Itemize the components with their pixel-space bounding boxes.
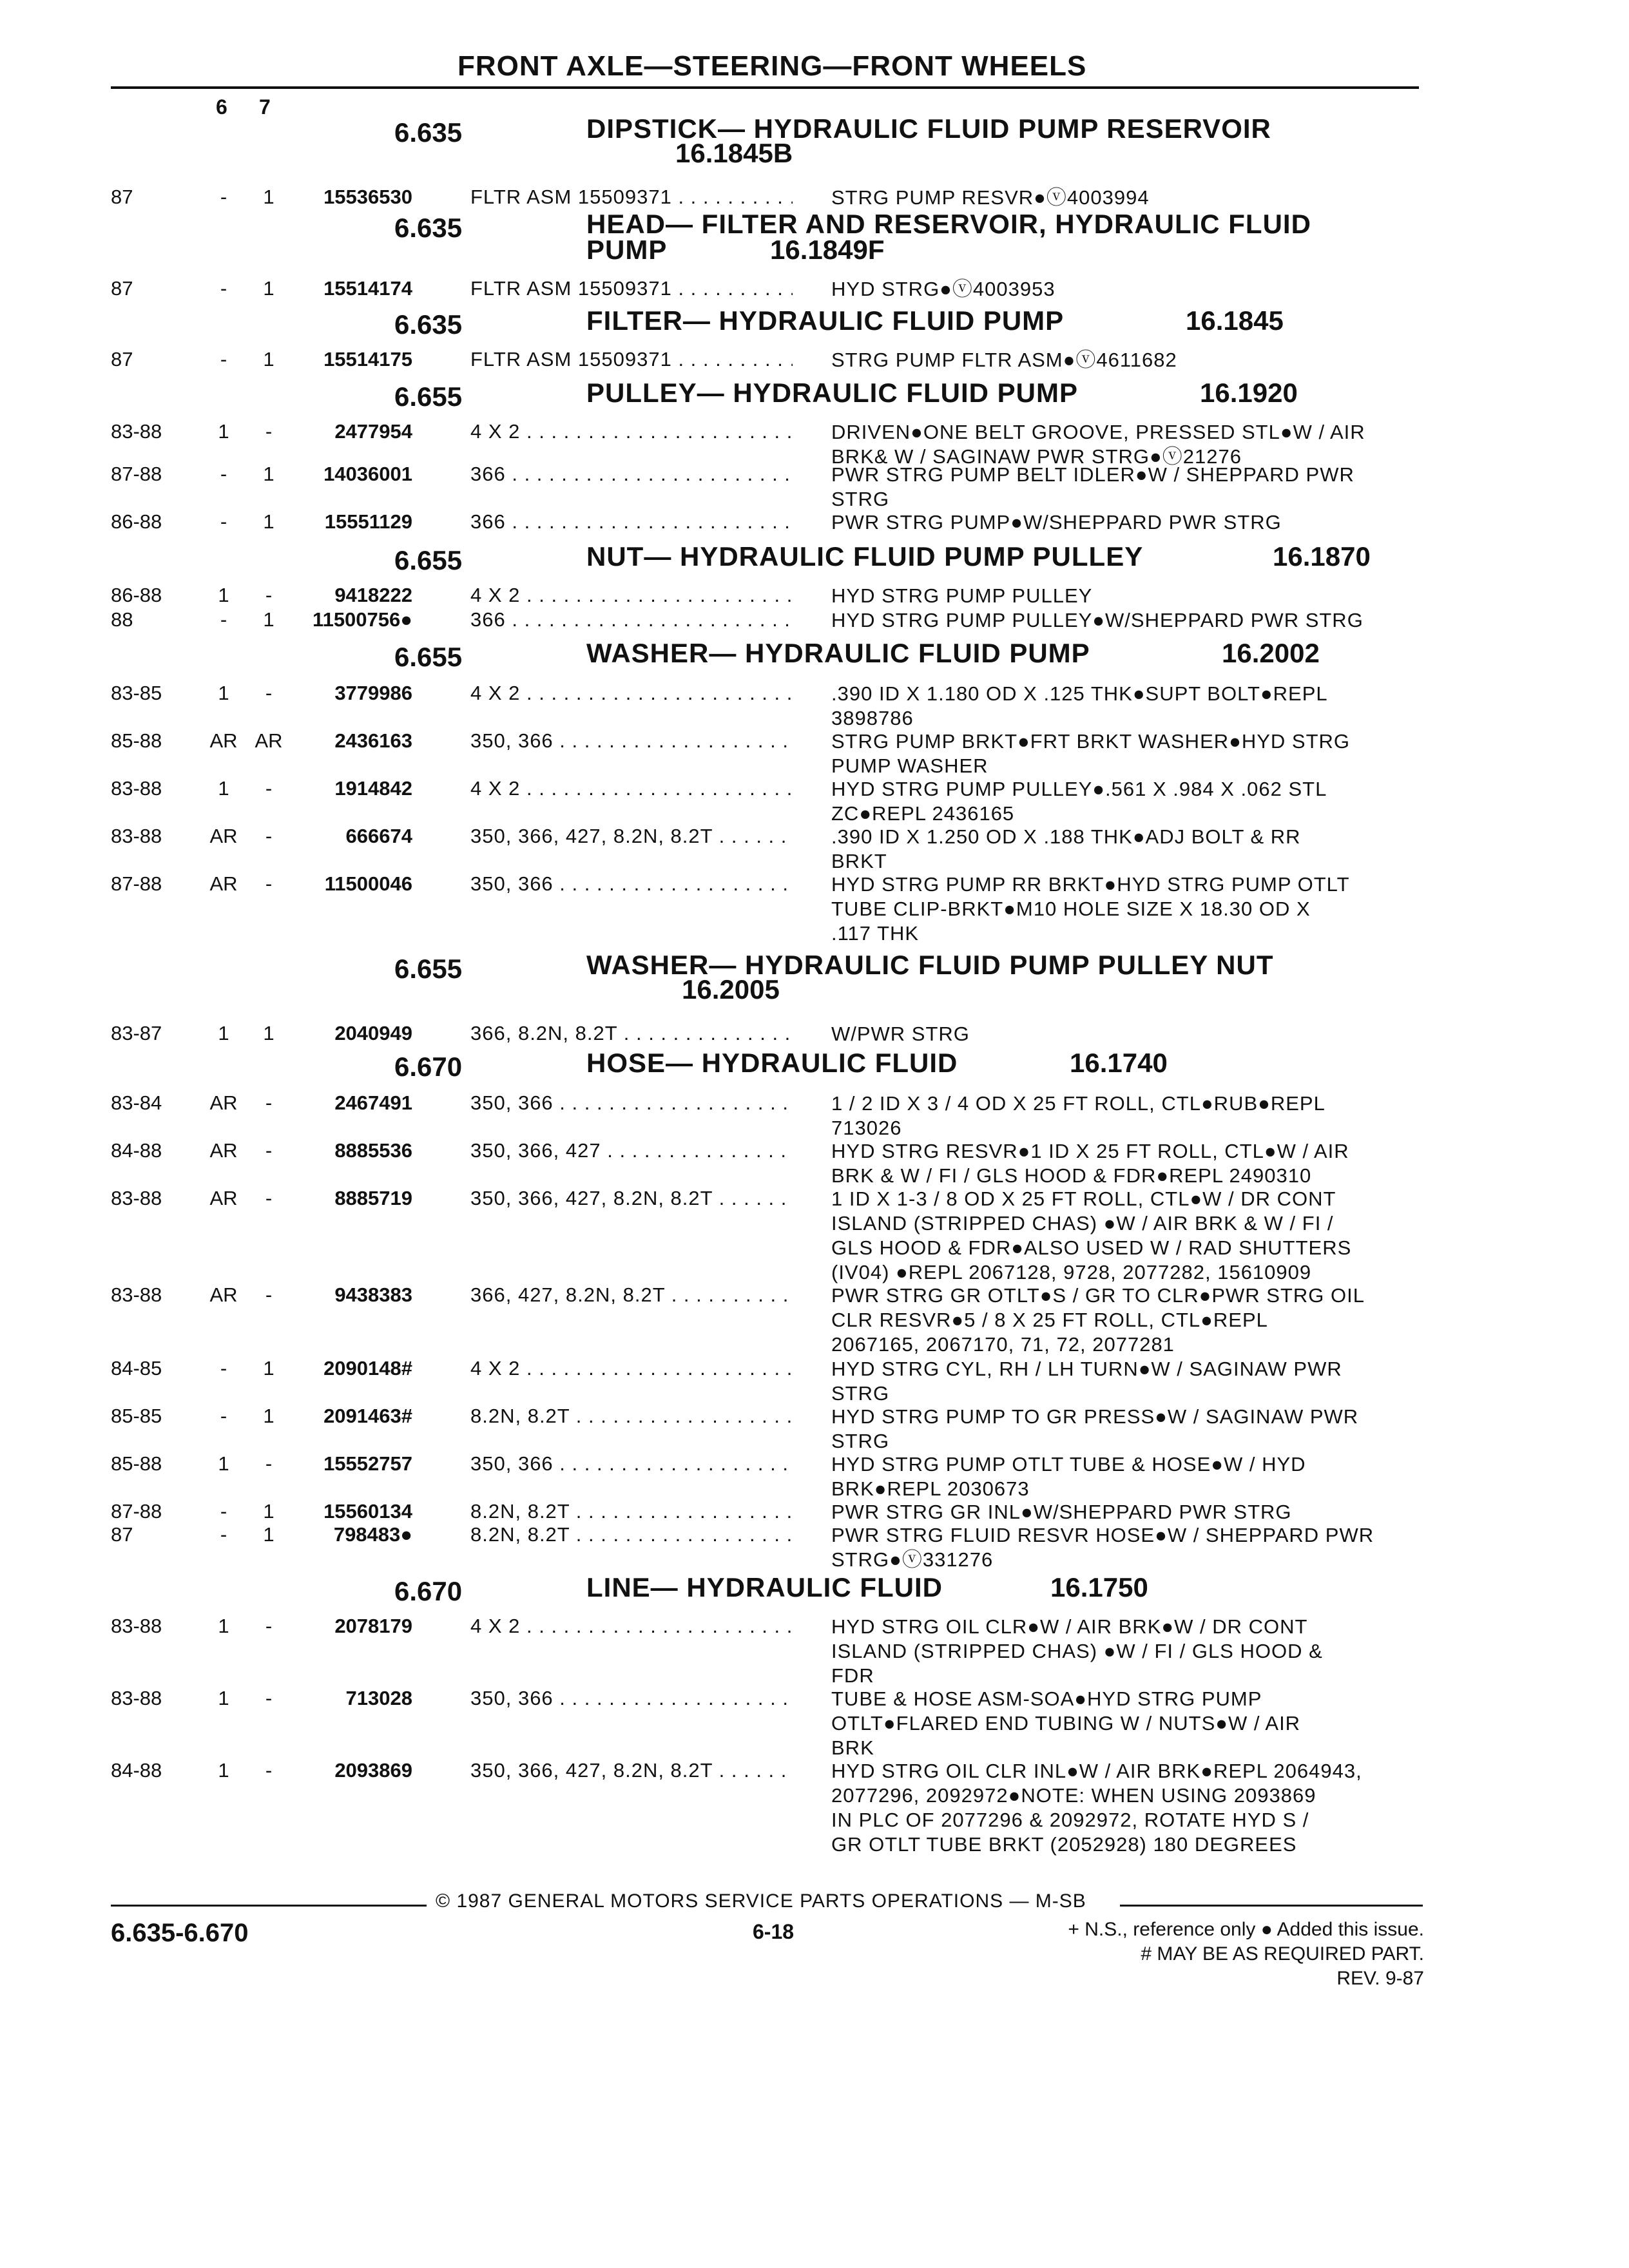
qty-series-6: - <box>220 277 227 300</box>
column-header-6: 6 <box>216 95 227 119</box>
part-number: 2091463# <box>323 1405 412 1427</box>
application: 4 X 2 . . . <box>470 1615 793 1638</box>
section-title: WASHER— HYDRAULIC FLUID PUMP PULLEY NUT <box>586 950 1274 980</box>
model-years: 87 <box>111 348 133 370</box>
model-years: 87-88 <box>111 872 162 895</box>
page-range: 6.635-6.670 <box>111 1919 249 1947</box>
model-years: 87-88 <box>111 463 162 485</box>
model-years: 87-88 <box>111 1500 162 1523</box>
part-description: HYD STRG OIL CLR●W / AIR BRK●W / DR CONT ISLAND (STRIPPED CHAS) ●W / FI / GLS HOOD & FDR <box>831 1615 1323 1687</box>
qty-series-6: 1 <box>218 1615 229 1637</box>
part-number: 14036001 <box>323 463 412 485</box>
qty-series-6: 1 <box>218 1687 229 1709</box>
section-code: 6.670 <box>394 1576 463 1606</box>
part-description: HYD STRG RESVR●1 ID X 25 FT ROLL, CTL●W / AIR BRK & W / FI / GLS HOOD & FDR●REPL 2490310 <box>831 1140 1349 1187</box>
qty-series-6: AR <box>209 1091 238 1114</box>
qty-series-7: 1 <box>263 348 275 370</box>
section-title: PULLEY— HYDRAULIC FLUID PUMP <box>586 378 1078 408</box>
part-number: 2093869 <box>334 1759 412 1782</box>
application: 350, 366, 427, 8.2N, 8.2T . . . <box>470 1187 793 1210</box>
application: 350, 366 . . . <box>470 1452 793 1475</box>
model-years: 88 <box>111 608 133 631</box>
qty-series-7: 1 <box>263 510 275 533</box>
footer-rule-right <box>1120 1905 1423 1907</box>
model-years: 83-88 <box>111 1283 162 1306</box>
section-title: WASHER— HYDRAULIC FLUID PUMP <box>586 638 1090 668</box>
application: 366, 427, 8.2N, 8.2T . . . <box>470 1283 793 1307</box>
qty-series-7: - <box>265 825 273 847</box>
part-number: 2090148# <box>323 1357 412 1379</box>
model-years: 83-87 <box>111 1022 162 1044</box>
part-number: 9418222 <box>334 584 412 606</box>
application: 4 X 2 . . . <box>470 584 793 607</box>
section-reference: 16.1845 <box>1186 305 1284 336</box>
application: FLTR ASM 15509371 . . . <box>470 186 793 209</box>
part-number: 8885536 <box>334 1139 412 1162</box>
qty-series-7: - <box>265 584 273 606</box>
section-code: 6.655 <box>394 954 463 984</box>
part-description: 1 ID X 1-3 / 8 OD X 25 FT ROLL, CTL●W / DR CONT ISLAND (STRIPPED CHAS) ●W / AIR BRK & W / FI / GLS HOOD & FDR●ALSO USED W / RAD SHUTTERS (IV04) ●REPL 2067128, 9728, 2077282, 15610909 <box>831 1187 1352 1283</box>
part-number: 1914842 <box>334 777 412 800</box>
qty-series-6: - <box>220 1405 227 1427</box>
part-description: TUBE & HOSE ASM-SOA●HYD STRG PUMP OTLT●FLARED END TUBING W / NUTS●W / AIR BRK <box>831 1687 1301 1759</box>
column-header-7: 7 <box>259 95 271 119</box>
model-years: 84-85 <box>111 1357 162 1379</box>
part-description: STRG PUMP RESVR●ⓥ4003994 <box>831 186 1150 209</box>
qty-series-7: - <box>265 1687 273 1709</box>
qty-series-6: AR <box>209 729 238 752</box>
part-description: STRG PUMP FLTR ASM●ⓥ4611682 <box>831 349 1177 371</box>
model-years: 83-84 <box>111 1091 162 1114</box>
part-number: 2477954 <box>334 420 412 443</box>
section-code: 6.635 <box>394 309 463 340</box>
model-years: 87 <box>111 186 133 208</box>
qty-series-7: - <box>265 1283 273 1306</box>
part-number: 15536530 <box>323 186 412 208</box>
model-years: 85-88 <box>111 729 162 752</box>
model-years: 83-88 <box>111 1687 162 1709</box>
model-years: 83-88 <box>111 1615 162 1637</box>
section-reference: 16.1750 <box>1050 1572 1148 1602</box>
qty-series-7: - <box>265 777 273 800</box>
qty-series-6: 1 <box>218 682 229 704</box>
qty-series-6: 1 <box>218 777 229 800</box>
qty-series-7: - <box>265 1091 273 1114</box>
qty-series-6: AR <box>209 1139 238 1162</box>
section-code: 6.655 <box>394 642 463 672</box>
qty-series-6: - <box>220 1523 227 1546</box>
qty-series-6: 1 <box>218 584 229 606</box>
model-years: 85-88 <box>111 1452 162 1475</box>
application: 8.2N, 8.2T . . . <box>470 1405 793 1428</box>
application: 4 X 2 . . . <box>470 1357 793 1380</box>
qty-series-6: AR <box>209 1283 238 1306</box>
model-years: 83-88 <box>111 777 162 800</box>
part-number: 11500046 <box>324 872 412 895</box>
qty-series-7: - <box>265 682 273 704</box>
application: 350, 366, 427, 8.2N, 8.2T . . . <box>470 1759 793 1782</box>
application: 350, 366 . . . <box>470 872 793 896</box>
footer-legend: + N.S., reference only ● Added this issue. # MAY BE AS REQUIRED PART. REV. 9-87 <box>1068 1919 1424 1989</box>
section-title: HEAD— FILTER AND RESERVOIR, HYDRAULIC FLUID <box>586 209 1311 239</box>
part-number: 666674 <box>345 825 412 847</box>
part-description: .390 ID X 1.180 OD X .125 THK●SUPT BOLT●REPL 3898786 <box>831 682 1328 729</box>
section-reference: 16.1740 <box>1070 1048 1168 1078</box>
page-title: FRONT AXLE—STEERING—FRONT WHEELS <box>458 50 1087 82</box>
application: 8.2N, 8.2T . . . <box>470 1523 793 1546</box>
qty-series-6: 1 <box>218 1022 229 1044</box>
section-reference: 16.1849F <box>770 235 885 265</box>
qty-series-6: - <box>220 186 227 208</box>
page-number: 6-18 <box>753 1920 795 1943</box>
part-description: HYD STRG PUMP PULLEY●.561 X .984 X .062 STL ZC●REPL 2436165 <box>831 778 1327 825</box>
part-number: 798483● <box>333 1523 412 1546</box>
model-years: 83-88 <box>111 1187 162 1209</box>
qty-series-6: - <box>220 1357 227 1379</box>
section-title: LINE— HYDRAULIC FLUID <box>586 1572 943 1602</box>
qty-series-7: 1 <box>263 1523 275 1546</box>
part-number: 15514175 <box>323 348 412 370</box>
part-number: 11500756● <box>313 608 412 631</box>
qty-series-7: 1 <box>263 186 275 208</box>
part-description: HYD STRG PUMP TO GR PRESS●W / SAGINAW PWR STRG <box>831 1405 1359 1452</box>
application: 350, 366 . . . <box>470 729 793 753</box>
part-description: HYD STRG●ⓥ4003953 <box>831 278 1055 300</box>
application: 350, 366, 427 . . . <box>470 1139 793 1162</box>
part-number: 8885719 <box>334 1187 412 1209</box>
part-number: 2436163 <box>334 729 412 752</box>
qty-series-7: 1 <box>263 1500 275 1523</box>
application: 366, 8.2N, 8.2T . . . <box>470 1022 793 1045</box>
model-years: 83-88 <box>111 420 162 443</box>
model-years: 86-88 <box>111 510 162 533</box>
qty-series-7: 1 <box>263 277 275 300</box>
model-years: 84-88 <box>111 1759 162 1782</box>
part-description: HYD STRG OIL CLR INL●W / AIR BRK●REPL 2064943, 2077296, 2092972●NOTE: WHEN USING 2093869 IN PLC OF 2077296 & 2092972, ROTATE HYD S / GR OTLT TUBE BRKT (2052928) 180 DEGREES <box>831 1760 1362 1856</box>
qty-series-7: 1 <box>263 463 275 485</box>
part-description: W/PWR STRG <box>831 1023 970 1045</box>
top-rule <box>111 86 1419 89</box>
qty-series-7: - <box>265 420 273 443</box>
part-description: HYD STRG PUMP OTLT TUBE & HOSE●W / HYD BRK●REPL 2030673 <box>831 1453 1306 1500</box>
application: 4 X 2 . . . <box>470 777 793 800</box>
section-reference: 16.2002 <box>1222 638 1320 668</box>
qty-series-7: 1 <box>263 1022 275 1044</box>
application: 8.2N, 8.2T . . . <box>470 1500 793 1523</box>
part-description: PWR STRG PUMP●W/SHEPPARD PWR STRG <box>831 511 1282 533</box>
part-description: .390 ID X 1.250 OD X .188 THK●ADJ BOLT & RR BRKT <box>831 825 1301 872</box>
section-code: 6.635 <box>394 117 463 148</box>
qty-series-6: 1 <box>218 1452 229 1475</box>
qty-series-7: - <box>265 872 273 895</box>
qty-series-6: 1 <box>218 1759 229 1782</box>
section-title: NUT— HYDRAULIC FLUID PUMP PULLEY <box>586 541 1144 572</box>
section-title: FILTER— HYDRAULIC FLUID PUMP <box>586 305 1065 336</box>
part-number: 3779986 <box>334 682 412 704</box>
qty-series-7: - <box>265 1759 273 1782</box>
part-description: PWR STRG PUMP BELT IDLER●W / SHEPPARD PWR STRG <box>831 463 1354 510</box>
qty-series-6: AR <box>209 825 238 847</box>
part-description: PWR STRG FLUID RESVR HOSE●W / SHEPPARD PWR STRG●ⓥ331276 <box>831 1524 1374 1571</box>
qty-series-7: 1 <box>263 1405 275 1427</box>
part-description: PWR STRG GR INL●W/SHEPPARD PWR STRG <box>831 1501 1292 1523</box>
application: 366 . . . <box>470 463 793 486</box>
qty-series-6: AR <box>209 1187 238 1209</box>
section-reference: 16.1870 <box>1273 541 1371 572</box>
part-description: HYD STRG PUMP PULLEY <box>831 584 1093 607</box>
section-code: 6.655 <box>394 381 463 412</box>
model-years: 83-88 <box>111 825 162 847</box>
section-title: DIPSTICK— HYDRAULIC FLUID PUMP RESERVOIR <box>586 113 1271 144</box>
model-years: 83-85 <box>111 682 162 704</box>
application: FLTR ASM 15509371 . . . <box>470 348 793 371</box>
part-number: 15551129 <box>324 510 412 533</box>
qty-series-7: AR <box>255 729 283 752</box>
model-years: 87 <box>111 1523 133 1546</box>
model-years: 85-85 <box>111 1405 162 1427</box>
part-number: 2040949 <box>334 1022 412 1044</box>
section-title-continued: PUMP <box>586 235 668 265</box>
part-description: 1 / 2 ID X 3 / 4 OD X 25 FT ROLL, CTL●RUB●REPL 713026 <box>831 1092 1325 1139</box>
copyright-notice: © 1987 GENERAL MOTORS SERVICE PARTS OPERATIONS — M-SB <box>436 1890 1086 1912</box>
qty-series-6: - <box>220 1500 227 1523</box>
qty-series-6: AR <box>209 872 238 895</box>
qty-series-7: - <box>265 1139 273 1162</box>
qty-series-6: - <box>220 463 227 485</box>
model-years: 86-88 <box>111 584 162 606</box>
qty-series-7: - <box>265 1452 273 1475</box>
application: 4 X 2 . . . <box>470 682 793 705</box>
part-description: STRG PUMP BRKT●FRT BRKT WASHER●HYD STRG PUMP WASHER <box>831 730 1351 777</box>
part-number: 2467491 <box>334 1091 412 1114</box>
part-description: HYD STRG PUMP PULLEY●W/SHEPPARD PWR STRG <box>831 609 1364 631</box>
qty-series-7: - <box>265 1615 273 1637</box>
application: FLTR ASM 15509371 . . . <box>470 277 793 300</box>
part-description: DRIVEN●ONE BELT GROOVE, PRESSED STL●W / AIR BRK& W / SAGINAW PWR STRG●ⓥ21276 <box>831 421 1365 468</box>
application: 350, 366 . . . <box>470 1687 793 1710</box>
part-number: 15560134 <box>323 1500 412 1523</box>
part-number: 2078179 <box>334 1615 412 1637</box>
part-number: 9438383 <box>334 1283 412 1306</box>
section-reference: 16.2005 <box>682 974 780 1004</box>
model-years: 87 <box>111 277 133 300</box>
section-code: 6.635 <box>394 213 463 243</box>
qty-series-6: - <box>220 510 227 533</box>
section-reference: 16.1845B <box>675 138 793 168</box>
qty-series-7: - <box>265 1187 273 1209</box>
part-description: HYD STRG CYL, RH / LH TURN●W / SAGINAW PWR STRG <box>831 1358 1342 1405</box>
application: 350, 366, 427, 8.2N, 8.2T . . . <box>470 825 793 848</box>
part-description: PWR STRG GR OTLT●S / GR TO CLR●PWR STRG OIL CLR RESVR●5 / 8 X 25 FT ROLL, CTL●REPL 2067165, 2067170, 71, 72, 2077281 <box>831 1284 1365 1356</box>
section-code: 6.670 <box>394 1052 463 1082</box>
qty-series-6: 1 <box>218 420 229 443</box>
application: 366 . . . <box>470 510 793 533</box>
application: 366 . . . <box>470 608 793 631</box>
section-title: HOSE— HYDRAULIC FLUID <box>586 1048 958 1078</box>
application: 350, 366 . . . <box>470 1091 793 1115</box>
qty-series-6: - <box>220 348 227 370</box>
qty-series-7: 1 <box>263 1357 275 1379</box>
part-number: 15514174 <box>323 277 412 300</box>
qty-series-6: - <box>220 608 227 631</box>
section-reference: 16.1920 <box>1200 378 1298 408</box>
part-number: 15552757 <box>323 1452 412 1475</box>
qty-series-7: 1 <box>263 608 275 631</box>
section-code: 6.655 <box>394 545 463 575</box>
application: 4 X 2 . . . <box>470 420 793 443</box>
part-description: HYD STRG PUMP RR BRKT●HYD STRG PUMP OTLT TUBE CLIP-BRKT●M10 HOLE SIZE X 18.30 OD X .117 THK <box>831 873 1350 945</box>
model-years: 84-88 <box>111 1139 162 1162</box>
footer-rule-left <box>111 1905 427 1907</box>
part-number: 713028 <box>345 1687 412 1709</box>
